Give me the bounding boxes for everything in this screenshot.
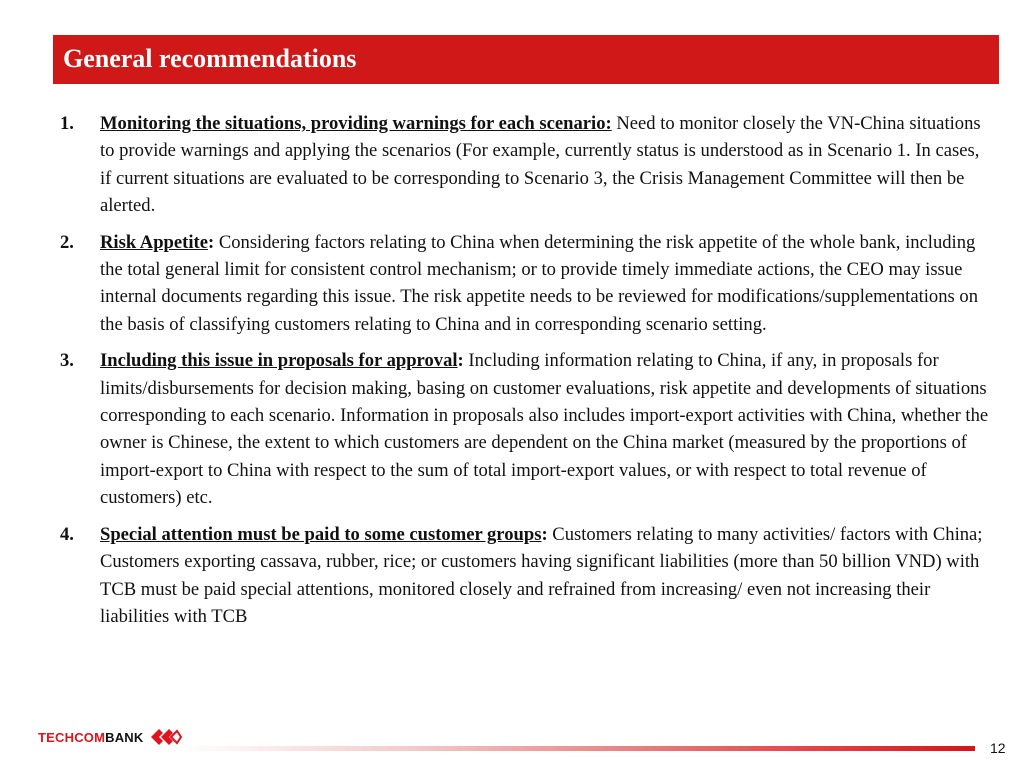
recommendation-item — [60, 347, 995, 511]
item-heading: Monitoring the situations, providing warnings for each scenario: — [100, 113, 612, 134]
item-number: 2. — [60, 231, 74, 253]
recommendations-list — [60, 110, 995, 639]
item-body: Need to monitor closely the VN-China situations to provide warnings and applying the scenarios (For example, currently status is understood as in Scenario 1. In cases, if current situations are evaluated to be corresponding to Scenario 3, the Crisis Management Committee will then be alerted. — [100, 113, 981, 217]
page-number: 12 — [990, 740, 1006, 756]
item-number: 3. — [60, 350, 74, 372]
item-colon: : — [207, 231, 215, 253]
techcombank-logo — [38, 725, 183, 749]
item-heading: Including this issue in proposals for approval — [100, 350, 458, 372]
item-colon: : — [457, 350, 464, 372]
item-body: Including information relating to China, if any, in proposals for limits/disbursements for decision making, basing on customer evaluations, risk appetite and developments of situations corresponding to each scenario. Information in proposals also includes import-export activities with China, whether the owner is Chinese, the extent to which customers are dependent on the China market (measured by the proportions of import-export to China with respect to the sum of total import-export values, or with respect to total revenue of customers) etc. — [100, 350, 989, 509]
item-heading: Risk Appetite — [100, 231, 208, 253]
recommendation-item — [60, 521, 995, 631]
item-body: Considering factors relating to China when determining the risk appetite of the whole bank, including the total general limit for consistent control mechanism; or to provide timely immediate actions, the CEO may issue internal documents regarding this issue. The risk appetite needs to be reviewed for modifications/supplementations on the basis of classifying customers relating to China and in corresponding scenario setting. — [100, 231, 978, 335]
recommendation-item — [60, 229, 995, 339]
item-heading: Special attention must be paid to some customer groups — [100, 523, 542, 545]
recommendation-item — [60, 110, 995, 220]
page-title: General recommendations — [63, 44, 357, 73]
footer-gradient-band — [180, 746, 975, 751]
item-body: Customers relating to many activities/ factors with China; Customers exporting cassava, rubber, rice; or customers having significant liabilities (more than 50 billion VND) with TCB must be paid special attentions, monitored closely and refrained from increasing/ even not increasing their liabilities with TCB — [100, 523, 983, 627]
item-number: 4. — [60, 523, 74, 545]
item-number: 1. — [60, 113, 74, 134]
item-colon: : — [541, 523, 548, 545]
logo-wordmark: TECHCOMBANK — [38, 729, 144, 745]
techcombank-diamond-icon — [149, 726, 183, 748]
title-bar — [53, 35, 999, 84]
